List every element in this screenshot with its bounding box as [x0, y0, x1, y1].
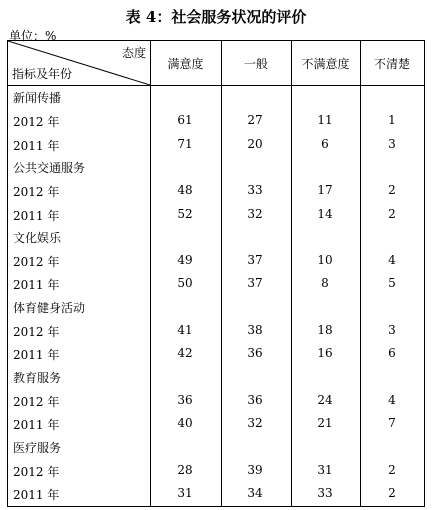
table-cell: 38: [247, 323, 263, 337]
year-label: 2011 年: [13, 418, 60, 433]
table-cell: 34: [247, 486, 263, 501]
table-cell: 24: [317, 392, 333, 407]
table-cell: 2: [388, 183, 396, 198]
table-cell: 31: [177, 486, 193, 501]
column-header-neutral: 一般: [243, 56, 268, 71]
category-row: [8, 156, 424, 179]
table-row: [8, 133, 424, 156]
category-row: [8, 436, 424, 459]
category-label: 文化娱乐: [13, 230, 62, 245]
table-cell: 3: [388, 323, 396, 337]
year-label: 2012 年: [13, 325, 60, 339]
table-cell: 71: [177, 136, 193, 151]
column-header-satisfied: 满意度: [167, 56, 204, 71]
year-label: 2011 年: [13, 488, 60, 503]
table-cell: 18: [317, 323, 333, 337]
table-cell: 3: [388, 136, 396, 151]
table-title: 表 4：社会服务状况的评价: [125, 8, 307, 26]
table-cell: 36: [247, 346, 263, 361]
table-cell: 33: [247, 183, 263, 198]
table-cell: 32: [247, 206, 263, 221]
table-cell: 39: [247, 462, 263, 477]
table-row: [8, 342, 424, 365]
table-row: [8, 319, 424, 342]
header-attitude-label: 态度: [121, 46, 146, 60]
table-row: [8, 389, 424, 412]
table-cell: 16: [317, 346, 333, 361]
category-row: [8, 86, 424, 109]
category-row: [8, 366, 424, 389]
table-cell: 17: [317, 183, 333, 198]
table-cell: 33: [317, 486, 333, 501]
table-cell: 49: [177, 253, 193, 268]
table-cell: 37: [247, 253, 263, 268]
table-row: [8, 203, 424, 226]
table-cell: 42: [177, 346, 193, 361]
table-cell: 36: [247, 392, 263, 407]
category-row: [8, 226, 424, 249]
table-cell: 32: [247, 416, 263, 431]
table-row: [8, 272, 424, 295]
table-row: [8, 459, 424, 482]
category-label: 体育健身活动: [13, 300, 86, 315]
evaluation-table: [7, 40, 425, 507]
table-cell: 5: [388, 276, 396, 291]
table-cell: 28: [177, 462, 193, 477]
table-row: [8, 482, 424, 505]
category-label: 医疗服务: [13, 440, 62, 455]
table-cell: 20: [247, 136, 263, 151]
table-cell: 31: [317, 462, 333, 477]
table-cell: 6: [388, 346, 396, 361]
year-label: 2012 年: [13, 255, 60, 270]
table-cell: 52: [177, 206, 193, 221]
column-header-unknown: 不清楚: [373, 56, 410, 71]
table-cell: 2: [388, 206, 396, 221]
column-header-dissatisfied: 不满意度: [301, 56, 350, 71]
table-cell: 4: [388, 392, 396, 407]
table-row: [8, 179, 424, 202]
table-cell: 8: [321, 276, 329, 291]
table-cell: 50: [177, 276, 193, 291]
unit-label: 单位：%: [9, 29, 57, 43]
table-cell: 36: [177, 392, 193, 407]
table-cell: 40: [177, 416, 193, 431]
table-cell: 7: [388, 416, 396, 431]
table-cell: 14: [317, 206, 333, 221]
year-label: 2012 年: [13, 115, 60, 130]
category-label: 教育服务: [13, 370, 62, 385]
table-cell: 2: [388, 462, 396, 477]
table-row: [8, 109, 424, 132]
year-label: 2012 年: [13, 394, 60, 409]
table-cell: 6: [321, 136, 329, 151]
year-label: 2011 年: [13, 138, 60, 153]
table-cell: 21: [317, 416, 333, 431]
table-cell: 1: [388, 113, 396, 128]
table-row: [8, 412, 424, 435]
category-label: 公共交通服务: [13, 160, 86, 175]
table-row: [8, 249, 424, 272]
table-cell: 10: [317, 253, 333, 268]
year-label: 2011 年: [13, 278, 60, 293]
category-row: [8, 296, 424, 319]
table-cell: 37: [247, 276, 263, 291]
header-index-label: 指标及年份: [12, 67, 73, 81]
table-cell: 27: [247, 113, 263, 128]
table-cell: 4: [388, 253, 396, 268]
year-label: 2011 年: [13, 348, 60, 363]
year-label: 2011 年: [13, 208, 60, 223]
table-cell: 61: [177, 113, 193, 128]
table-cell: 2: [388, 486, 396, 501]
category-label: 新闻传播: [13, 91, 62, 105]
year-label: 2012 年: [13, 464, 60, 479]
year-label: 2012 年: [13, 185, 60, 200]
header-corner: [8, 41, 150, 85]
table-cell: 48: [177, 183, 193, 198]
table-cell: 11: [317, 113, 333, 128]
table-cell: 41: [177, 323, 193, 337]
